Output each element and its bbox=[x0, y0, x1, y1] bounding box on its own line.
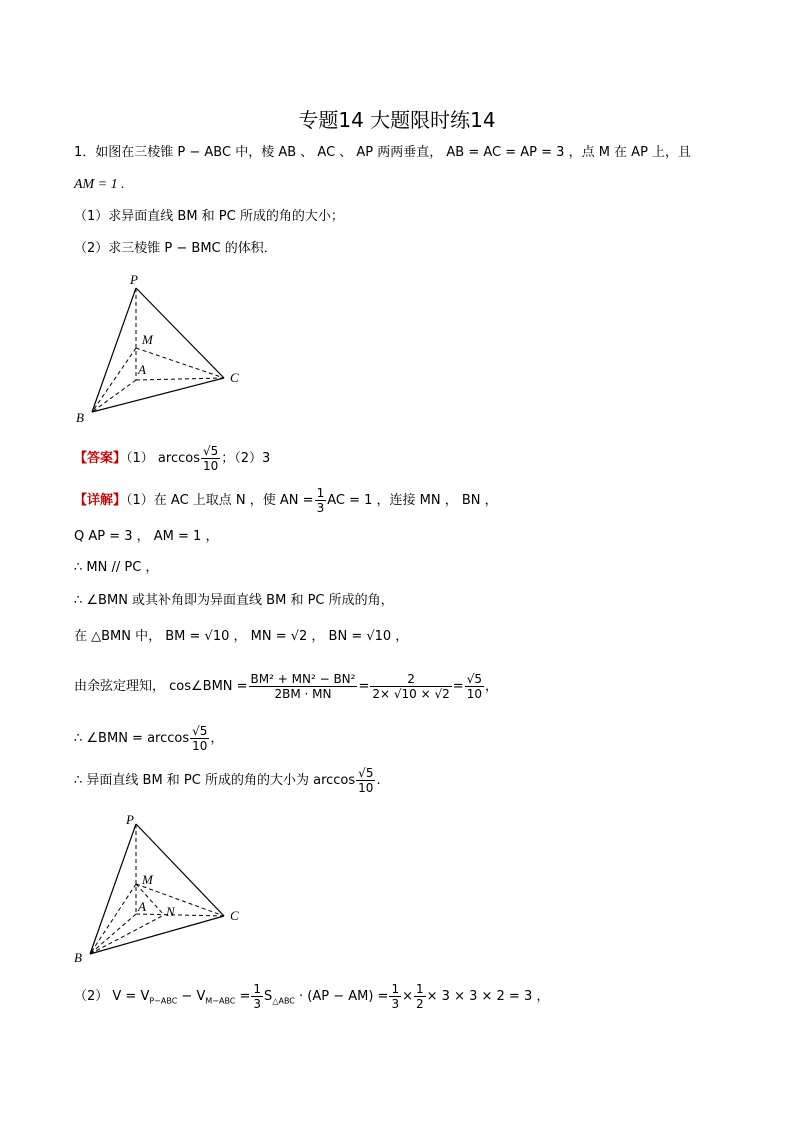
problem-stem-line2: AM = 1 . bbox=[74, 177, 125, 192]
answer-tag: 【答案】 bbox=[74, 451, 127, 466]
detail-line1: 【详解】（1）在 AC 上取点 N ，使 AN = $\frac{1}{3}$ AC = 1 ，连接 MN ， BN ， bbox=[74, 486, 498, 515]
label-b: B bbox=[74, 950, 82, 965]
problem-stem-line1: 1．如图在三棱锥 P − ABC 中，棱 AB 、 AC 、 AP 两两垂直， AB = AC = AP = 3 ，点 M 在 AP 上，且 bbox=[74, 145, 692, 160]
detail-line7: ∴ ∠BMN = arccos $\frac{√5}{10}$ ， bbox=[74, 724, 224, 753]
label-a: A bbox=[138, 362, 146, 377]
detail-line3: ∴ MN // PC ， bbox=[74, 560, 159, 575]
label-m: M bbox=[142, 872, 153, 887]
label-b: B bbox=[76, 410, 84, 425]
label-a: A bbox=[138, 899, 146, 914]
label-c: C bbox=[230, 908, 239, 923]
tetrahedron-figure-2 bbox=[70, 810, 270, 970]
detail-line8: ∴ 异面直线 BM 和 PC 所成的角的大小为 arccos $\frac{√5}{10}$ . bbox=[74, 766, 381, 795]
label-c: C bbox=[230, 370, 239, 385]
answer-part2: ；（2）3 bbox=[221, 451, 271, 466]
answer-fraction: $\frac{√5}{10}$ bbox=[202, 444, 219, 473]
detail-line6: 由余弦定理知， cos∠BMN = $\frac{\text{BM² + MN² − BN²}}{2BM \cdot MN}$ = $\frac{2}{2\times √10 \times √2}$ = $\frac{√5}{10}$ ， bbox=[74, 672, 498, 701]
detail-line2: Q AP = 3 ， AM = 1 ， bbox=[74, 529, 219, 544]
label-p: P bbox=[126, 812, 134, 827]
tetrahedron-figure-1 bbox=[70, 268, 270, 428]
detail-tag: 【详解】 bbox=[74, 493, 127, 508]
label-n: N bbox=[166, 904, 175, 919]
detail-line5: 在 △BMN 中， BM = √10 ， MN = √2 ， BN = √10 ， bbox=[74, 629, 409, 644]
volume-line: （2） $V = V_{P-ABC} - V_{M-ABC}$ = $\frac{1}{3}$ $S_{\triangle ABC} \cdot (AP - AM)$ = $\frac{1}{3}$ × $\frac{1}{2}$ × 3 × 3 × 2 = 3 ， bbox=[74, 982, 550, 1011]
answer-line bbox=[74, 444, 270, 474]
question-1: （1）求异面直线 BM 和 PC 所成的角的大小； bbox=[74, 209, 344, 224]
answer-part1: （1） arccos bbox=[126, 451, 200, 466]
label-p: P bbox=[130, 272, 138, 287]
page-title: 专题14 大题限时练14 bbox=[298, 108, 496, 132]
question-2: （2）求三棱锥 P − BMC 的体积． bbox=[74, 241, 277, 256]
detail-line4: ∴ ∠BMN 或其补角即为异面直线 BM 和 PC 所成的角， bbox=[74, 593, 394, 608]
label-m: M bbox=[142, 332, 153, 347]
